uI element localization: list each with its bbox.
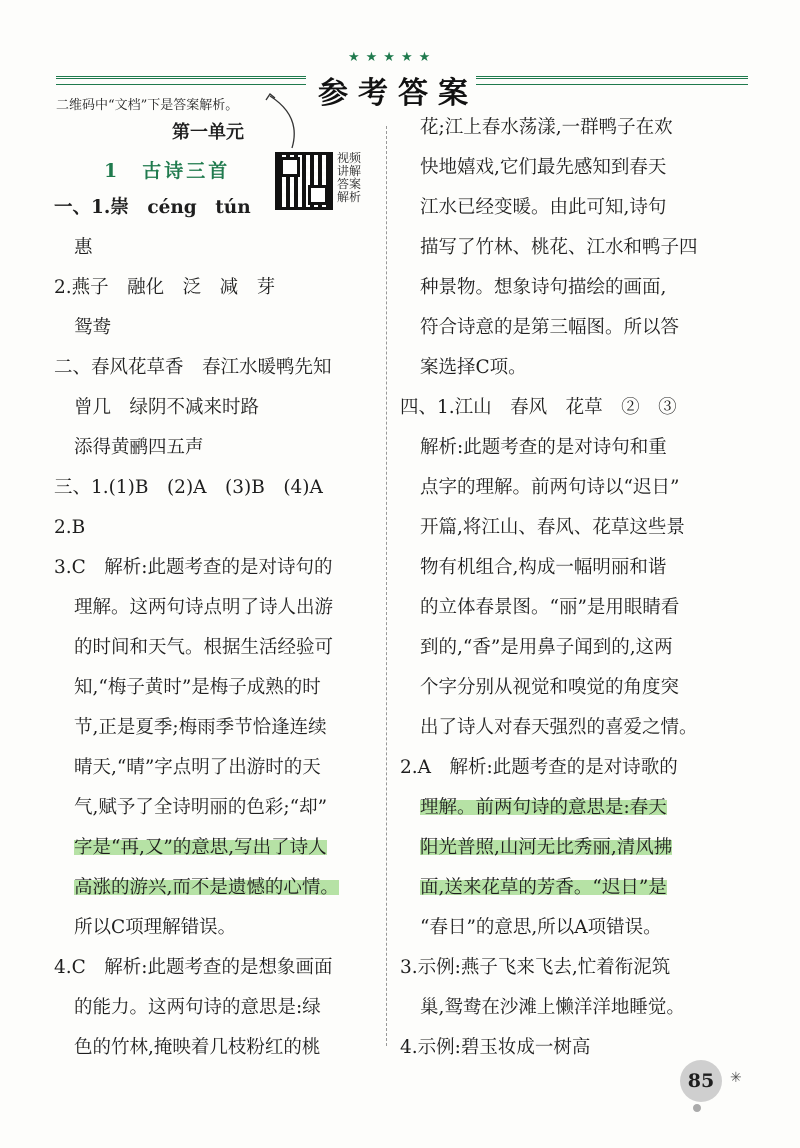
answer-line: 所以C项理解错误。: [74, 917, 237, 938]
answer-line: 曾几 绿阴不减来时路: [74, 397, 260, 418]
answer-line: 4.示例:碧玉妆成一树高: [400, 1037, 591, 1058]
answer-line: 快地嬉戏,它们最先感知到春天: [420, 157, 667, 178]
answer-line: 4.C 解析:此题考查的是想象画面: [54, 957, 333, 978]
answer-line: 惠: [74, 237, 93, 258]
answer-line: 的立体春景图。“丽”是用眼睛看: [420, 597, 680, 618]
answer-line: 2.A 解析:此题考查的是对诗歌的: [400, 757, 678, 778]
answer-line: 点字的理解。前两句诗以“迟日”: [420, 477, 680, 498]
qr-note: 二维码中“文档”下是答案解析。: [56, 98, 239, 113]
answer-line: 2.燕子 融化 泛 减 芽: [54, 277, 276, 298]
answer-line: “春日”的意思,所以A项错误。: [420, 917, 662, 938]
answer-line: 物有机组合,构成一幅明丽和谐: [420, 557, 667, 578]
answer-line: 符合诗意的是第三幅图。所以答: [420, 317, 680, 338]
unit-title: 第一单元: [172, 122, 244, 143]
answer-line: 一、1.崇 céng tún: [54, 197, 251, 218]
answer-line: 江水已经变暖。由此可知,诗句: [420, 197, 667, 218]
right-column: [400, 108, 740, 1068]
answer-line: 个字分别从视觉和嗅觉的角度突: [420, 677, 680, 698]
qr-label: 视频讲解 答案解析: [337, 151, 362, 204]
header-stars: ★★★★★: [348, 50, 437, 65]
answer-line: 巢,鸳鸯在沙滩上懒洋洋地睡觉。: [420, 997, 685, 1018]
highlighted-line: [400, 868, 740, 908]
highlighted-line: [400, 788, 740, 828]
page-number: 85: [680, 1060, 722, 1102]
column-divider: [386, 126, 387, 1046]
highlight: 字是“再,又”的意思,写出了诗人: [74, 837, 327, 858]
answer-line: 的能力。这两句诗的意思是:绿: [74, 997, 321, 1018]
highlighted-line: [54, 828, 376, 868]
answer-line: 解析:此题考查的是对诗句和重: [420, 437, 667, 458]
answer-line: 花;江上春水荡漾,一群鸭子在欢: [420, 117, 673, 138]
answer-line: 案选择C项。: [420, 357, 527, 378]
answer-line: 二、春风花草香 春江水暖鸭先知: [54, 357, 332, 378]
answer-line: 到的,“香”是用鼻子闻到的,这两: [420, 637, 673, 658]
highlighted-line: [54, 868, 376, 908]
answer-line: 的时间和天气。根据生活经验可: [74, 637, 334, 658]
left-column: [54, 188, 376, 1068]
answer-line: 知,“梅子黄时”是梅子成熟的时: [74, 677, 321, 698]
highlight: 面,送来花草的芳香。“迟日”是: [420, 877, 667, 898]
highlight: 理解。前两句诗的意思是:春天: [420, 797, 667, 818]
answer-line: 种景物。想象诗句描绘的画面,: [420, 277, 667, 298]
answer-line: 气,赋予了全诗明丽的色彩;“却”: [74, 797, 328, 818]
answer-line: 开篇,将江山、春风、花草这些景: [420, 517, 685, 538]
answer-line: 晴天,“晴”字点明了出游时的天: [74, 757, 321, 778]
arrow-icon: [262, 90, 312, 152]
answer-line: 3.C 解析:此题考查的是对诗句的: [54, 557, 333, 578]
answer-line: 3.示例:燕子飞来飞去,忙着衔泥筑: [400, 957, 671, 978]
answer-line: 添得黄鹂四五声: [74, 437, 204, 458]
star-icon: ✳: [730, 1070, 742, 1086]
answer-line: 三、1.(1)B (2)A (3)B (4)A: [54, 477, 323, 498]
lesson-title: 1 古诗三首: [104, 160, 231, 182]
answer-line: 色的竹林,掩映着几枝粉红的桃: [74, 1037, 321, 1058]
highlight: 阳光普照,山河无比秀丽,清风拂: [420, 837, 673, 858]
header-rule-right: [476, 76, 748, 85]
answer-line: 理解。这两句诗点明了诗人出游: [74, 597, 334, 618]
answer-line: 2.B: [54, 517, 86, 538]
highlight: 高涨的游兴,而不是遗憾的心情。: [74, 877, 339, 898]
dot-icon: [693, 1104, 701, 1112]
answer-line: 四、1.江山 春风 花草 ② ③: [400, 397, 677, 418]
page-title: 参考答案: [318, 76, 478, 111]
answer-line: 描写了竹林、桃花、江水和鸭子四: [420, 237, 698, 258]
answer-line: 节,正是夏季;梅雨季节恰逢连续: [74, 717, 327, 738]
answer-line: 鸳鸯: [74, 317, 112, 338]
answer-line: 出了诗人对春天强烈的喜爱之情。: [420, 717, 698, 738]
highlighted-line: [400, 828, 740, 868]
header-rule-left: [56, 76, 306, 85]
